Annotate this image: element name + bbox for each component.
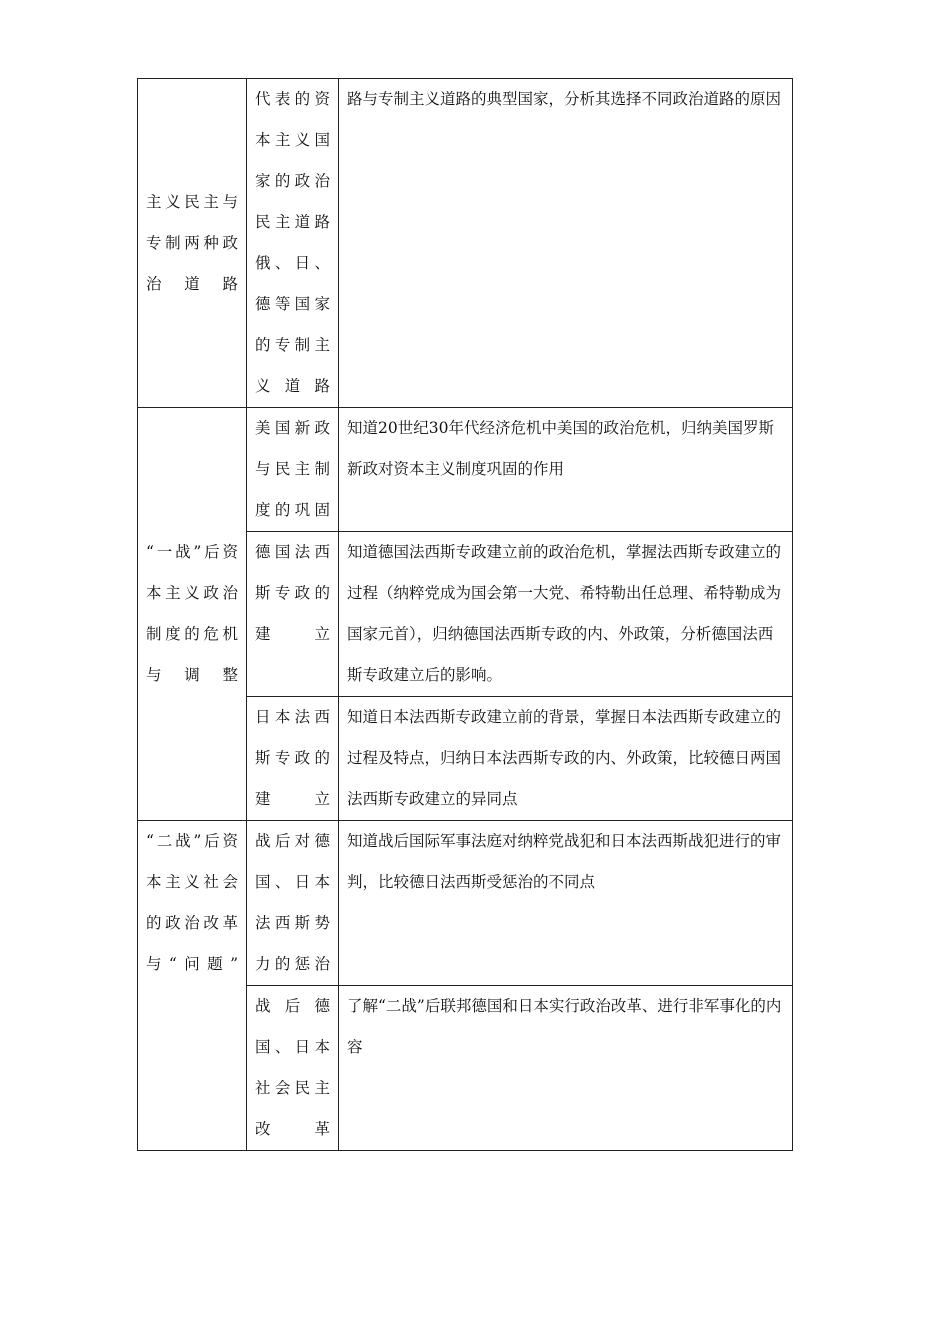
- theme-text: “二战”后资本主义社会的政治改革与“问题”: [146, 832, 238, 973]
- topic-cell: [247, 532, 339, 697]
- topic-text: 日本法西斯专政的建立: [255, 708, 330, 808]
- topic-text: 德国法西斯专政的建立: [255, 543, 330, 643]
- table-row: [138, 821, 793, 986]
- theme-cell: [138, 408, 247, 821]
- topic-text: 战后德国、日本社会民主改革: [255, 997, 330, 1138]
- requirement-cell: [339, 408, 793, 532]
- theme-cell: [138, 821, 247, 1151]
- theme-cell: [138, 79, 247, 408]
- theme-text: “一战”后资本主义政治制度的危机与调整: [146, 543, 238, 684]
- topic-text: 战后对德国、日本法西斯势力的惩治: [255, 832, 330, 973]
- topic-cell: [247, 821, 339, 986]
- topic-cell: [247, 697, 339, 821]
- topic-cell: [247, 986, 339, 1151]
- requirement-cell: [339, 697, 793, 821]
- table-row: [138, 79, 793, 408]
- topic-cell: [247, 79, 339, 408]
- requirement-cell: [339, 532, 793, 697]
- topic-text: 美国新政与民主制度的巩固: [255, 419, 330, 519]
- theme-text: 主义民主与专制两种政治道路: [146, 192, 238, 293]
- requirement-cell: [339, 986, 793, 1151]
- requirement-text: 路与专制主义道路的典型国家，分析其选择不同政治道路的原因: [347, 90, 782, 108]
- requirement-text: 知道日本法西斯专政建立前的背景，掌握日本法西斯专政建立的过程及特点，归纳日本法西斯专政的内、外政策，比较德日两国法西斯专政建立的异同点: [347, 708, 782, 808]
- requirement-text: 知道20世纪30年代经济危机中美国的政治危机，归纳美国罗斯新政对资本主义制度巩固的作用: [347, 419, 774, 478]
- requirement-text: 知道德国法西斯专政建立前的政治危机，掌握法西斯专政建立的过程（纳粹党成为国会第一大党、希特勒出任总理、希特勒成为国家元首），归纳德国法西斯专政的内、外政策，分析德国法西斯专政建立后的影响。: [347, 543, 782, 684]
- topic-cell: [247, 408, 339, 532]
- table-row: [138, 408, 793, 532]
- requirement-text: 了解“二战”后联邦德国和日本实行政治改革、进行非军事化的内容: [347, 997, 782, 1056]
- topic-text: 代表的资本主义国家的政治民主道路俄、日、德等国家的专制主义道路: [255, 90, 330, 395]
- requirement-text: 知道战后国际军事法庭对纳粹党战犯和日本法西斯战犯进行的审判，比较德日法西斯受惩治的不同点: [347, 832, 782, 891]
- requirement-cell: [339, 79, 793, 408]
- requirement-cell: [339, 821, 793, 986]
- curriculum-table: [137, 78, 793, 1151]
